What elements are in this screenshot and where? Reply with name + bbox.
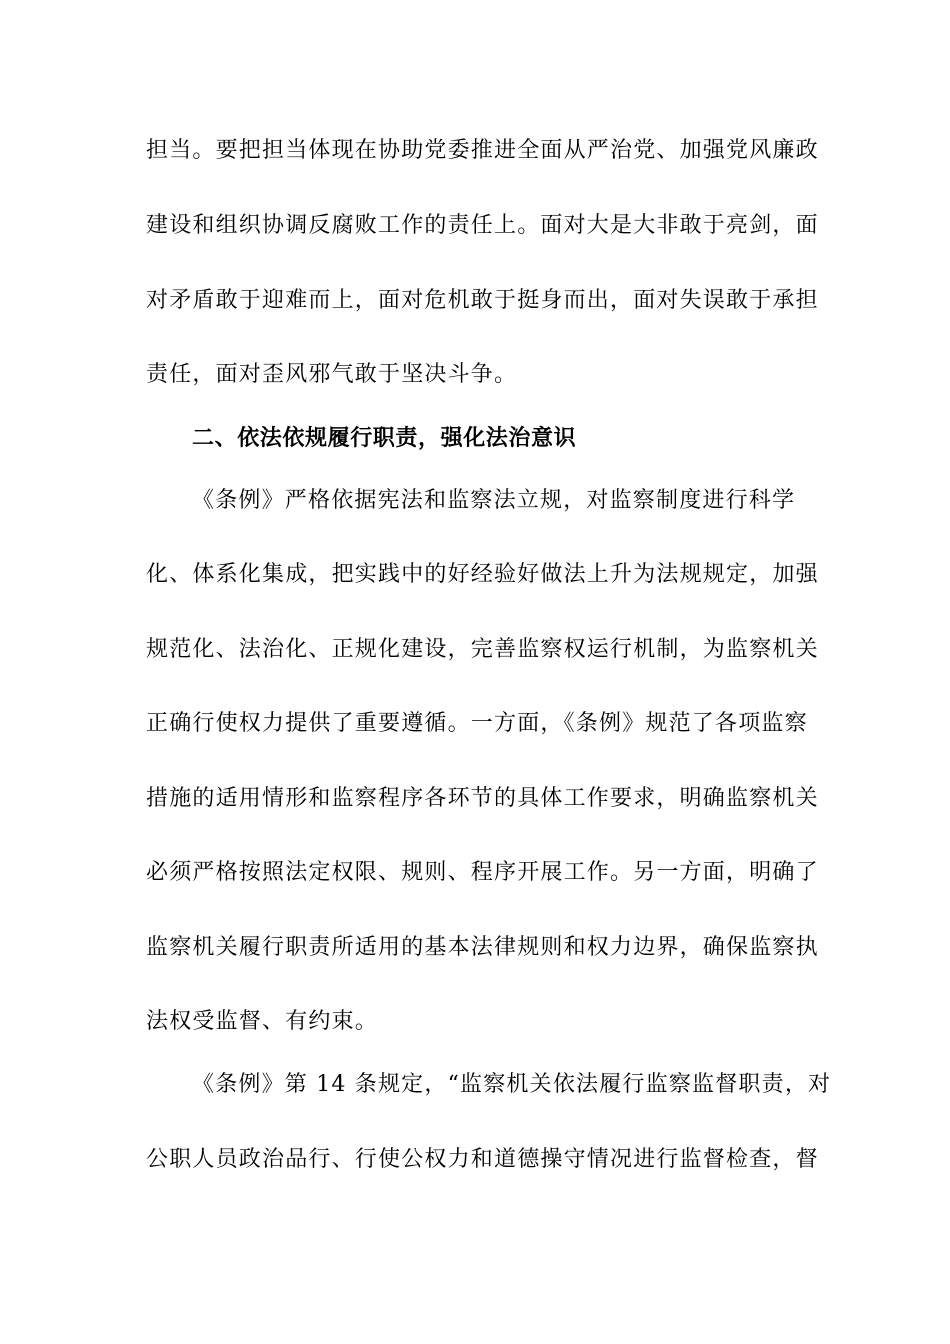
paragraph-1-line-3: 对矛盾敢于迎难而上，面对危机敢于挺身而出，面对失误敢于承担 xyxy=(146,288,819,313)
paragraph-2-line-1: 《条例》严格依据宪法和监察法立规，对监察制度进行科学 xyxy=(192,488,796,513)
paragraph-1-line-4: 责任，面对歪风邪气敢于坚决斗争。 xyxy=(146,362,518,387)
paragraph-2-line-6: 必须严格按照法定权限、规则、程序开展工作。另一方面，明确了 xyxy=(146,860,819,885)
paragraph-2-line-2: 化、体系化集成，把实践中的好经验好做法上升为法规规定，加强 xyxy=(146,562,819,587)
paragraph-2-line-3: 规范化、法治化、正规化建设，完善监察权运行机制，为监察机关 xyxy=(146,637,819,662)
section-heading: 二、依法依规履行职责，强化法治意识 xyxy=(192,425,577,451)
paragraph-1-line-2: 建设和组织协调反腐败工作的责任上。面对大是大非敢于亮剑，面 xyxy=(146,213,819,238)
paragraph-1-line-1: 担当。要把担当体现在协助党委推进全面从严治党、加强党风廉政 xyxy=(146,138,819,163)
paragraph-2-line-4: 正确行使权力提供了重要遵循。一方面，《条例》规范了各项监察 xyxy=(146,711,808,736)
paragraph-2-line-7: 监察机关履行职责所适用的基本法律规则和权力边界，确保监察执 xyxy=(146,935,819,960)
paragraph-2-line-5: 措施的适用情形和监察程序各环节的具体工作要求，明确监察机关 xyxy=(146,786,819,811)
paragraph-2-line-8: 法权受监督、有约束。 xyxy=(146,1009,379,1034)
paragraph-3-line-2: 公职人员政治品行、行使公权力和道德操守情况进行监督检查，督 xyxy=(146,1147,819,1172)
paragraph-3-line-1: 《条例》第 14 条规定，“监察机关依法履行监察监督职责，对 xyxy=(192,1072,832,1097)
